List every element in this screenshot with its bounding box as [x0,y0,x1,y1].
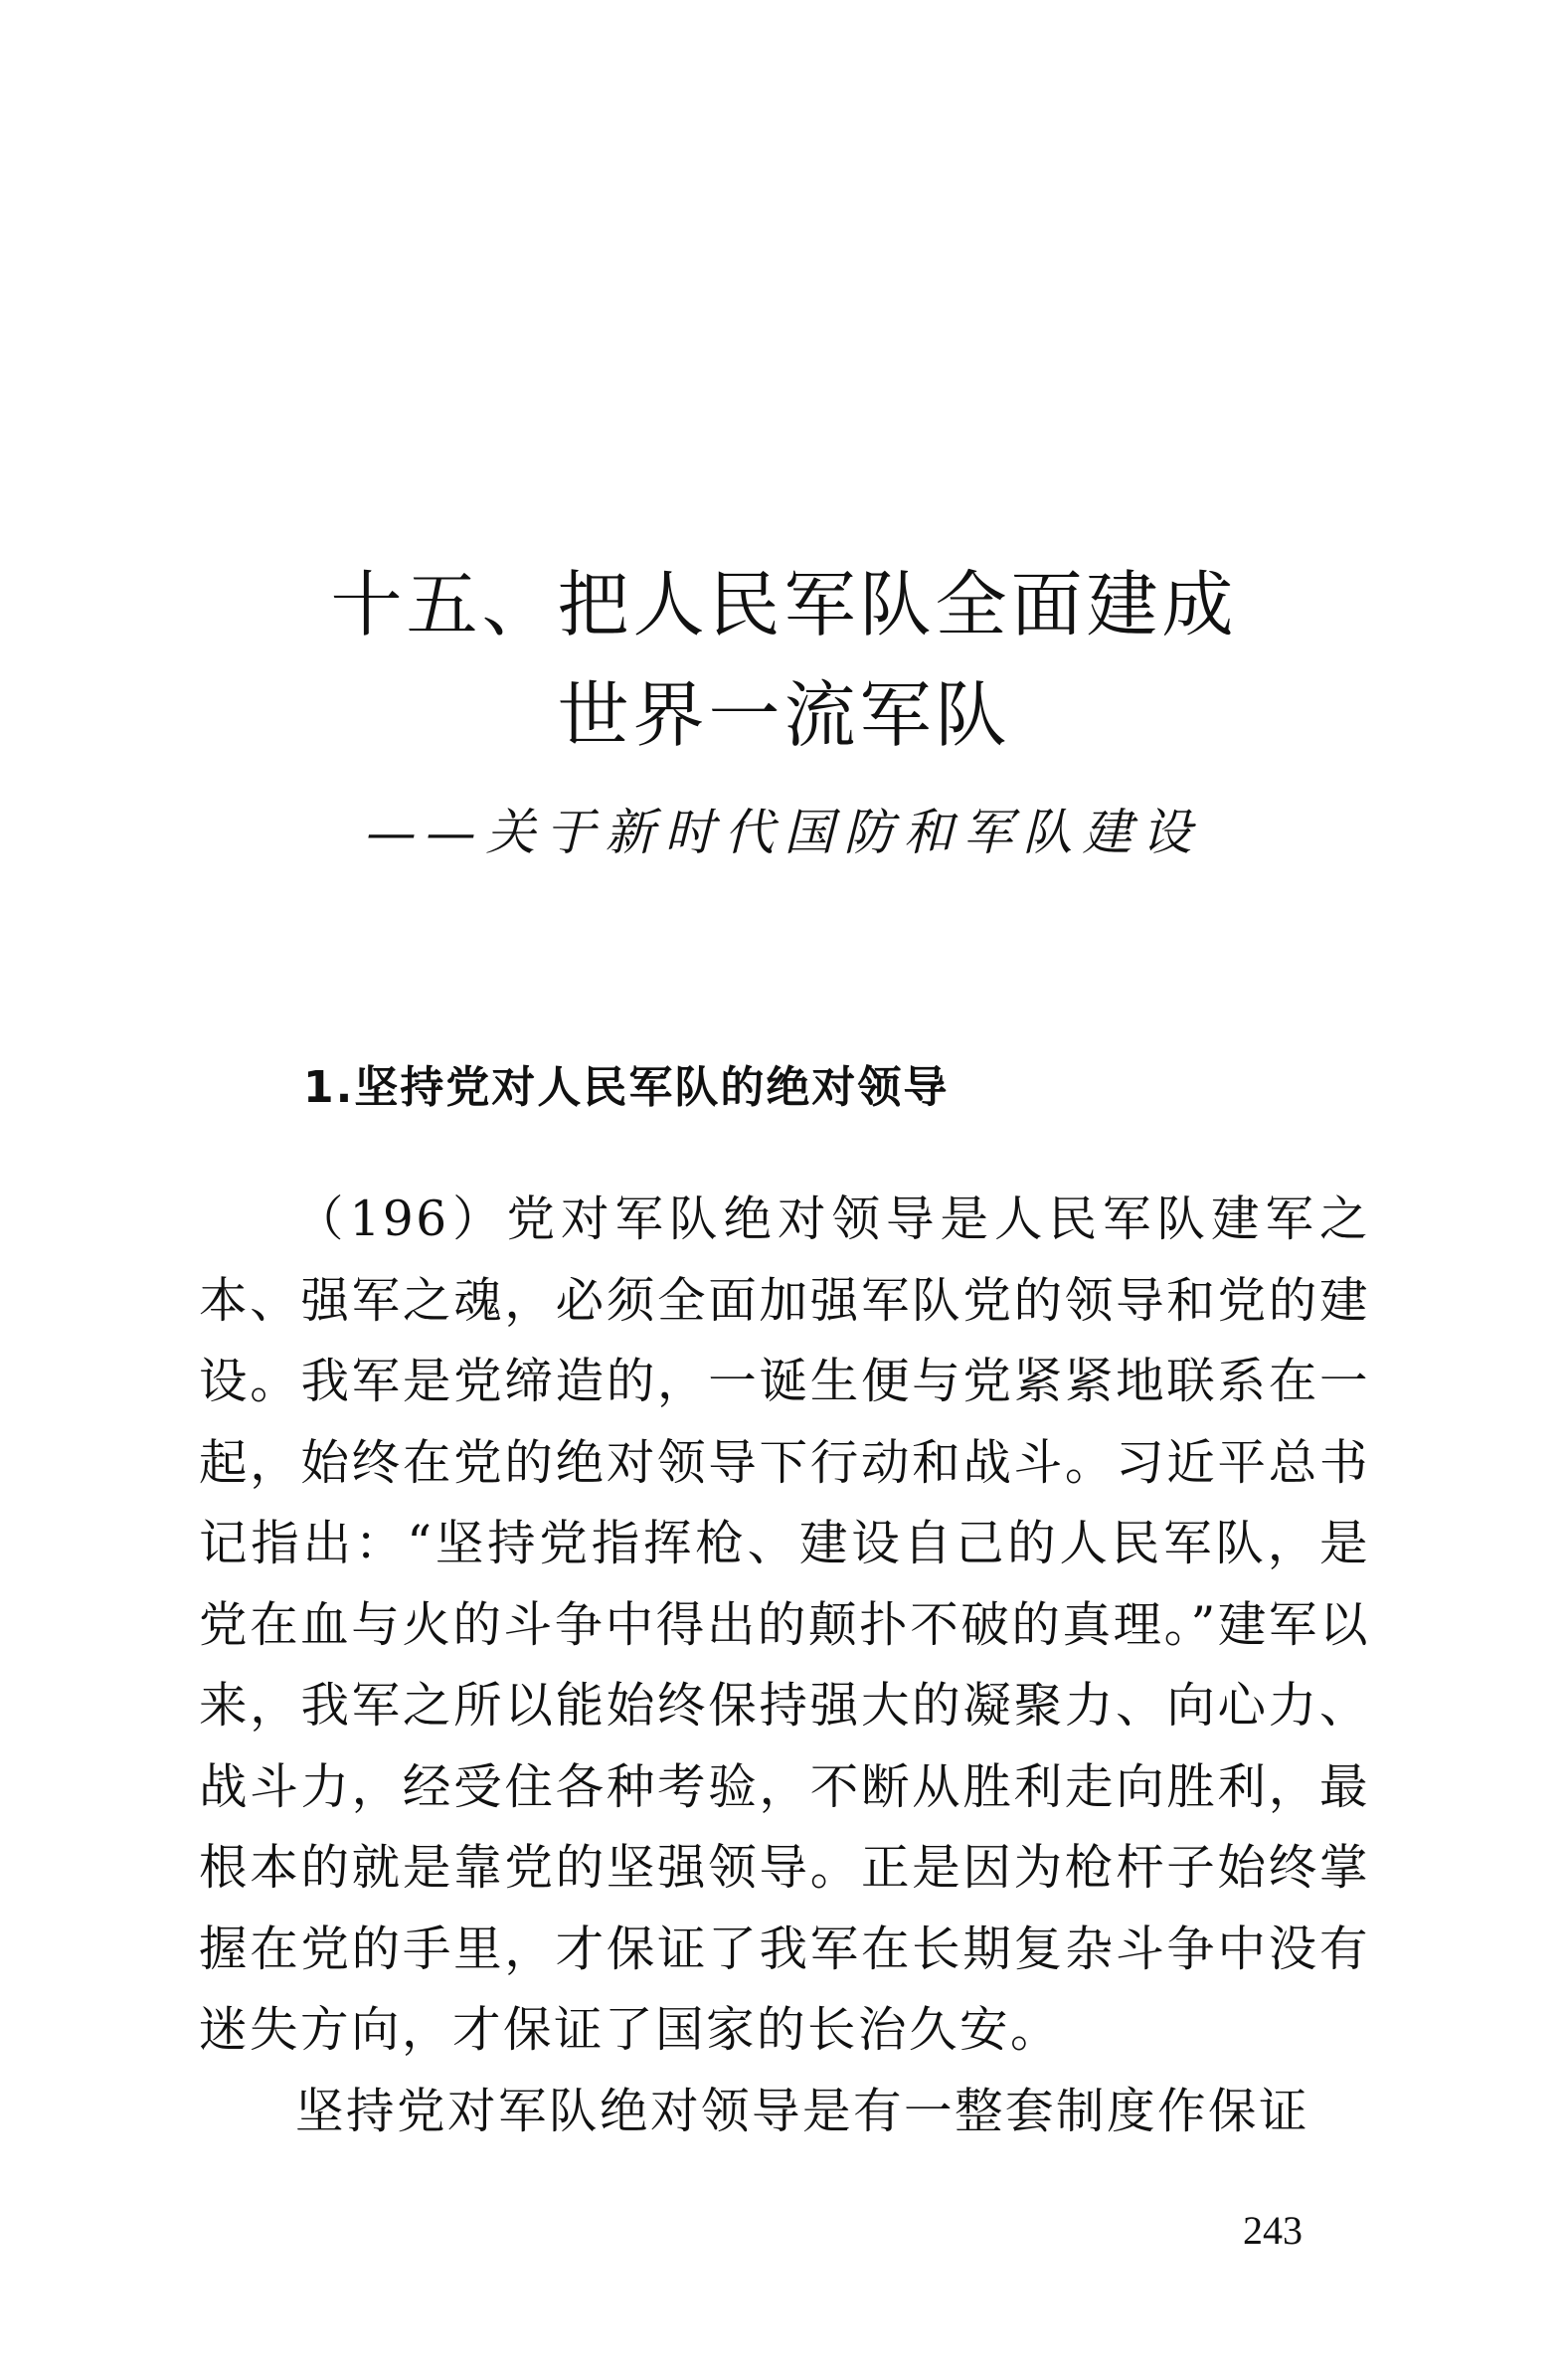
paragraph-2: 坚持党对军队绝对领导是有一整套制度作保证 [295,2083,1310,2139]
chapter-title-line-1 [0,563,1568,646]
page-number: 243 [1243,2208,1303,2253]
paragraph-1: （196）党对军队绝对领导是人民军队建军之本、强军之魂，必须全面加强军队党的领导和党的建设。我军是党缔造的，一诞生便与党紧紧地联系在一起，始终在党的绝对领导下行动和战斗。习近平总书记指出：“坚持党指挥枪、建设自己的人民军队，是党在血与火的斗争中得出的颠扑不破的真理。”建军以来，我军之所以能始终保持强大的凝聚力、向心力、战斗力，经受住各种考验，不断从胜利走向胜利，最根本的就是靠党的坚强领导。正是因为枪杆子始终掌握在党的手里，才保证了我军在长期复杂斗争中没有迷失方向，才保证了国家的长治久安。 [199,1191,1370,2058]
chapter-title-line-2-text: 世界一流军队 [557,673,1011,757]
body-text [199,1180,1370,2152]
section-heading: 1.坚持党对人民军队的绝对领导 [303,1061,950,1113]
chapter-title-line-2 [0,673,1568,757]
chapter-title-line-1-text: 十五、把人民军队全面建成 [330,563,1238,646]
chapter-subtitle: ——关于新时代国防和军队建设 [366,804,1202,861]
